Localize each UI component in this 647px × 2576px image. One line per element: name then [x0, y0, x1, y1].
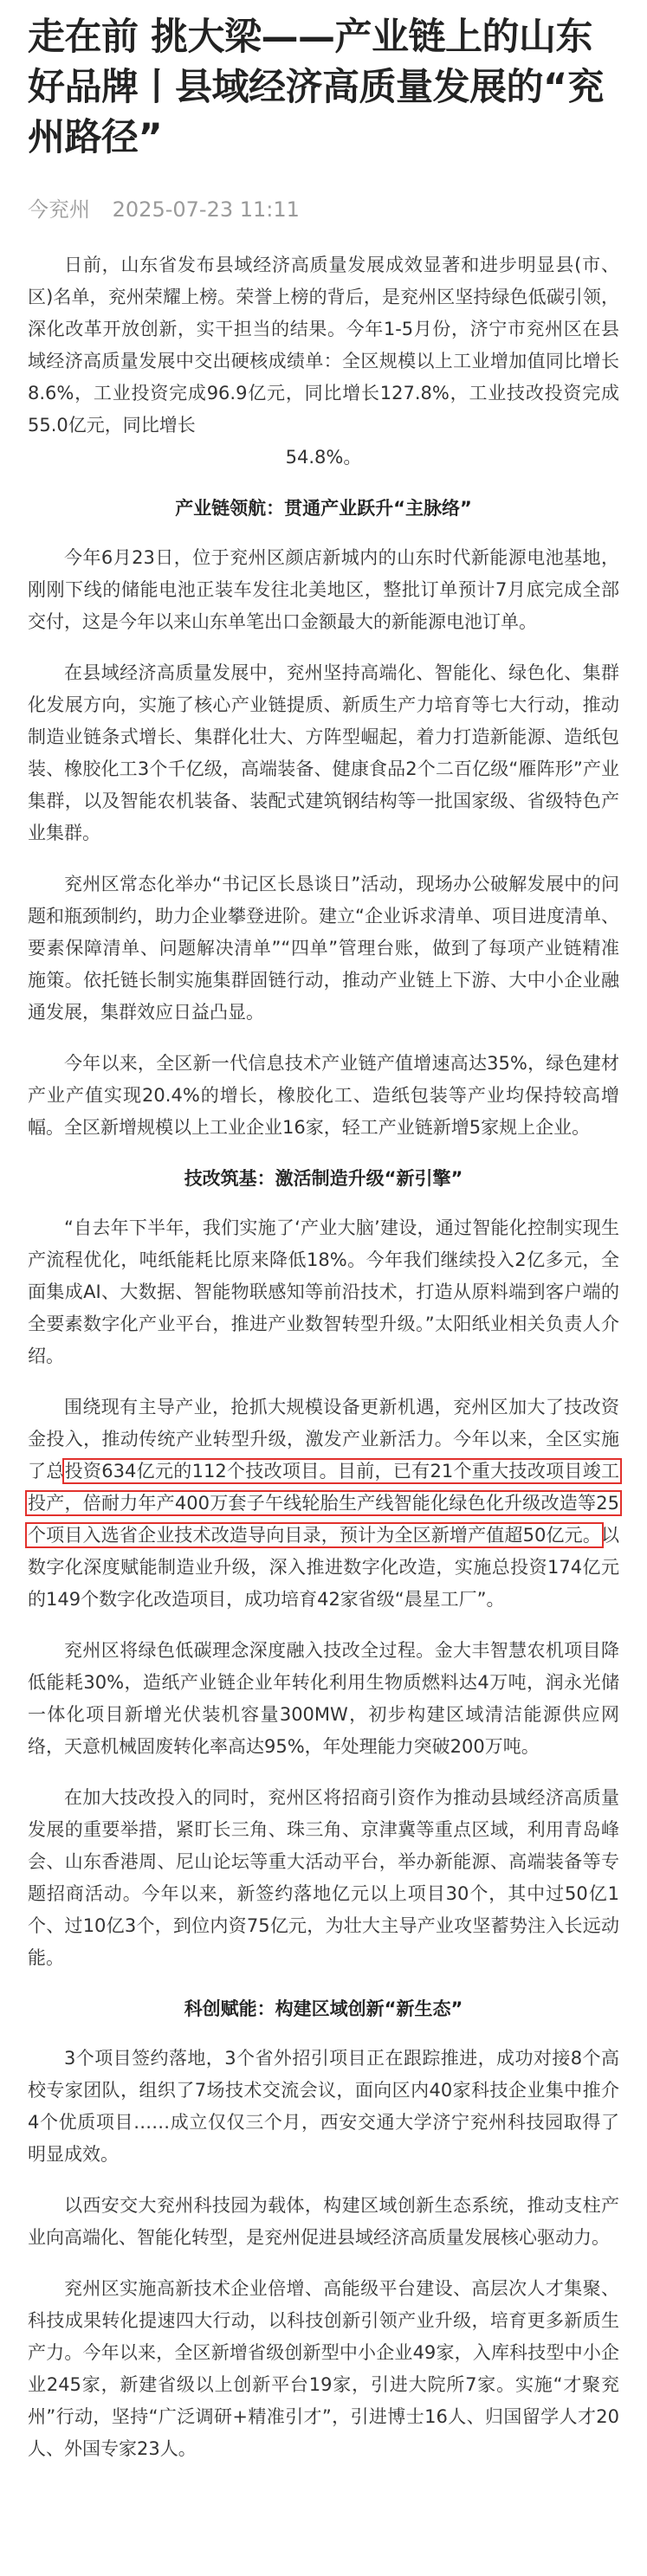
paragraph-intro-tail: 54.8%。	[285, 447, 362, 468]
article-meta	[28, 192, 619, 227]
section-heading-innovation: 科创赋能：构建区域创新“新生态”	[184, 1998, 463, 2019]
tech-investment-digital: 以数字化深度赋能制造业升级，深入推进数字化改造，实施总投资174亿元的149个数字化改造项目，成功培育42家省级“晨星工厂”。	[28, 1525, 619, 1610]
paragraph-talent-actions: 兖州区实施高新技术企业倍增、高能级平台建设、高层次人才集聚、科技成果转化提速四大行动，以科技创新引领产业升级，培育更多新质生产力。今年以来，全区新增省级创新型中小企业49家，入库科技型中小企业245家，新建省级以上创新平台19家，引进大院所7家。实施“才聚兖州”行动，坚持“广泛调研+精准引才”，引进博士16人、归国留学人才20人、外国专家23人。	[28, 2278, 619, 2459]
paragraph-industry-clusters: 在县域经济高质量发展中，兖州坚持高端化、智能化、绿色化、集群化发展方向，实施了核心产业链提质、新质生产力培育等七大行动，推动制造业链条式增长、集群化壮大、方阵型崛起，着力打造新能源、造纸包装、橡胶化工3个千亿级，高端装备、健康食品2个二百亿级“雁阵形”产业集群，以及智能农机装备、装配式建筑钢结构等一批国家级、省级特色产业集群。	[28, 662, 619, 843]
paragraph-battery-order: 今年6月23日，位于兖州区颜店新城内的山东时代新能源电池基地，刚刚下线的储能电池正装车发往北美地区，整批订单预计7月底完成全部交付，这是今年以来山东单笔出口金额最大的新能源电池订单。	[28, 547, 619, 632]
paragraph-innovation-ecosystem: 以西安交大兖州科技园为载体，构建区域创新生态系统，推动支柱产业向高端化、智能化转型，是兖州促进县域经济高质量发展核心驱动力。	[28, 2195, 619, 2248]
tech-investment-intro: 围绕现有主导产业，抢抓大规模设备更新机遇，兖州区加大了技改资金投入，推动传统产业转型升级，激发产业新活力。今年以来，全区实施了总	[28, 1397, 619, 1482]
article-body	[28, 249, 619, 2465]
paragraph-tech-investment	[28, 1391, 619, 1616]
paragraph-green-lowcarbon: 兖州区将绿色低碳理念深度融入技改全过程。金大丰智慧农机项目降低能耗30%，造纸产业链企业年转化利用生物质燃料达4万吨，润永光储一体化项目新增光伏装机容量300MW，初步构建区域清洁能源供应网络，天意机械固废转化率高达95%，年处理能力突破200万吨。	[28, 1640, 619, 1757]
paragraph-sun-paper-quote: “自去年下半年，我们实施了‘产业大脑’建设，通过智能化控制实现生产流程优化，吨纸能耗比原来降低18%。今年我们继续投入2亿多元，全面集成AI、大数据、智能物联感知等前沿技术，打造从原料端到客户端的全要素数字化产业平台，推进产业数智转型升级。”太阳纸业相关负责人介绍。	[28, 1217, 619, 1366]
paragraph-science-park-results: 3个项目签约落地，3个省外招引项目正在跟踪推进，成功对接8个高校专家团队，组织了7场技术交流会议，面向区内40家科技企业集中推介4个优质项目……成立仅仅三个月，西安交通大学济宁兖州科技园取得了明显成效。	[28, 2048, 619, 2165]
paragraph-industry-growth: 今年以来，全区新一代信息技术产业链产值增速高达35%，绿色建材产业产值实现20.4%的增长，橡胶化工、造纸包装等产业均保持较高增幅。全区新增规模以上工业企业16家，轻工产业链新增5家规上企业。	[28, 1053, 619, 1138]
paragraph-intro	[28, 249, 619, 442]
article-source[interactable]: 今兖州	[28, 197, 90, 222]
section-heading-industry-chain: 产业链领航：贯通产业跃升“主脉络”	[175, 498, 472, 519]
paragraph-enterprise-service: 兖州区常态化举办“书记区长恳谈日”活动，现场办公破解发展中的问题和瓶颈制约，助力企业攀登进阶。建立“企业诉求清单、项目进度清单、要素保障清单、问题解决清单”“四单”管理台账，做到了每项产业链精准施策。依托链长制实施集群固链行动，推动产业链上下游、大中小企业融通发展，集群效应日益凸显。	[28, 874, 619, 1023]
paragraph-investment-promotion: 在加大技改投入的同时，兖州区将招商引资作为推动县域经济高质量发展的重要举措，紧盯长三角、珠三角、京津冀等重点区域，利用青岛峰会、山东香港周、尼山论坛等重大活动平台，举办新能源、高端装备等专题招商活动。今年以来，新签约落地亿元以上项目30个，其中过50亿1个、过10亿3个，到位内资75亿元，为壮大主导产业攻坚蓄势注入长远动能。	[28, 1787, 619, 1968]
highlighted-passage: 投资634亿元的112个技改项目。目前，已有21个重大技改项目竣工投产，倍耐力年产400万套子午线轮胎生产线智能化绿色化升级改造等25个项目入选省企业技术改造导向目录，预计为全区新增产值超50亿元。	[28, 1461, 620, 1546]
article-title: 走在前 挑大梁——产业链上的山东好品牌丨县域经济高质量发展的“兖州路径”	[28, 16, 605, 159]
section-heading-tech-upgrade: 技改筑基：激活制造升级“新引擎”	[184, 1168, 463, 1189]
paragraph-intro-text: 日前，山东省发布县域经济高质量发展成效显著和进步明显县(市、区)名单，兖州荣耀上榜。荣誉上榜的背后，是兖州区坚持绿色低碳引领，深化改革开放创新，实干担当的结果。今年1-5月份，济宁市兖州区在县域经济高质量发展中交出硬核成绩单：全区规模以上工业增加值同比增长8.6%，工业投资完成96.9亿元，同比增长127.8%，工业技改投资完成55.0亿元，同比增长	[28, 255, 619, 436]
article-datetime: 2025-07-23 11:11	[112, 197, 300, 222]
